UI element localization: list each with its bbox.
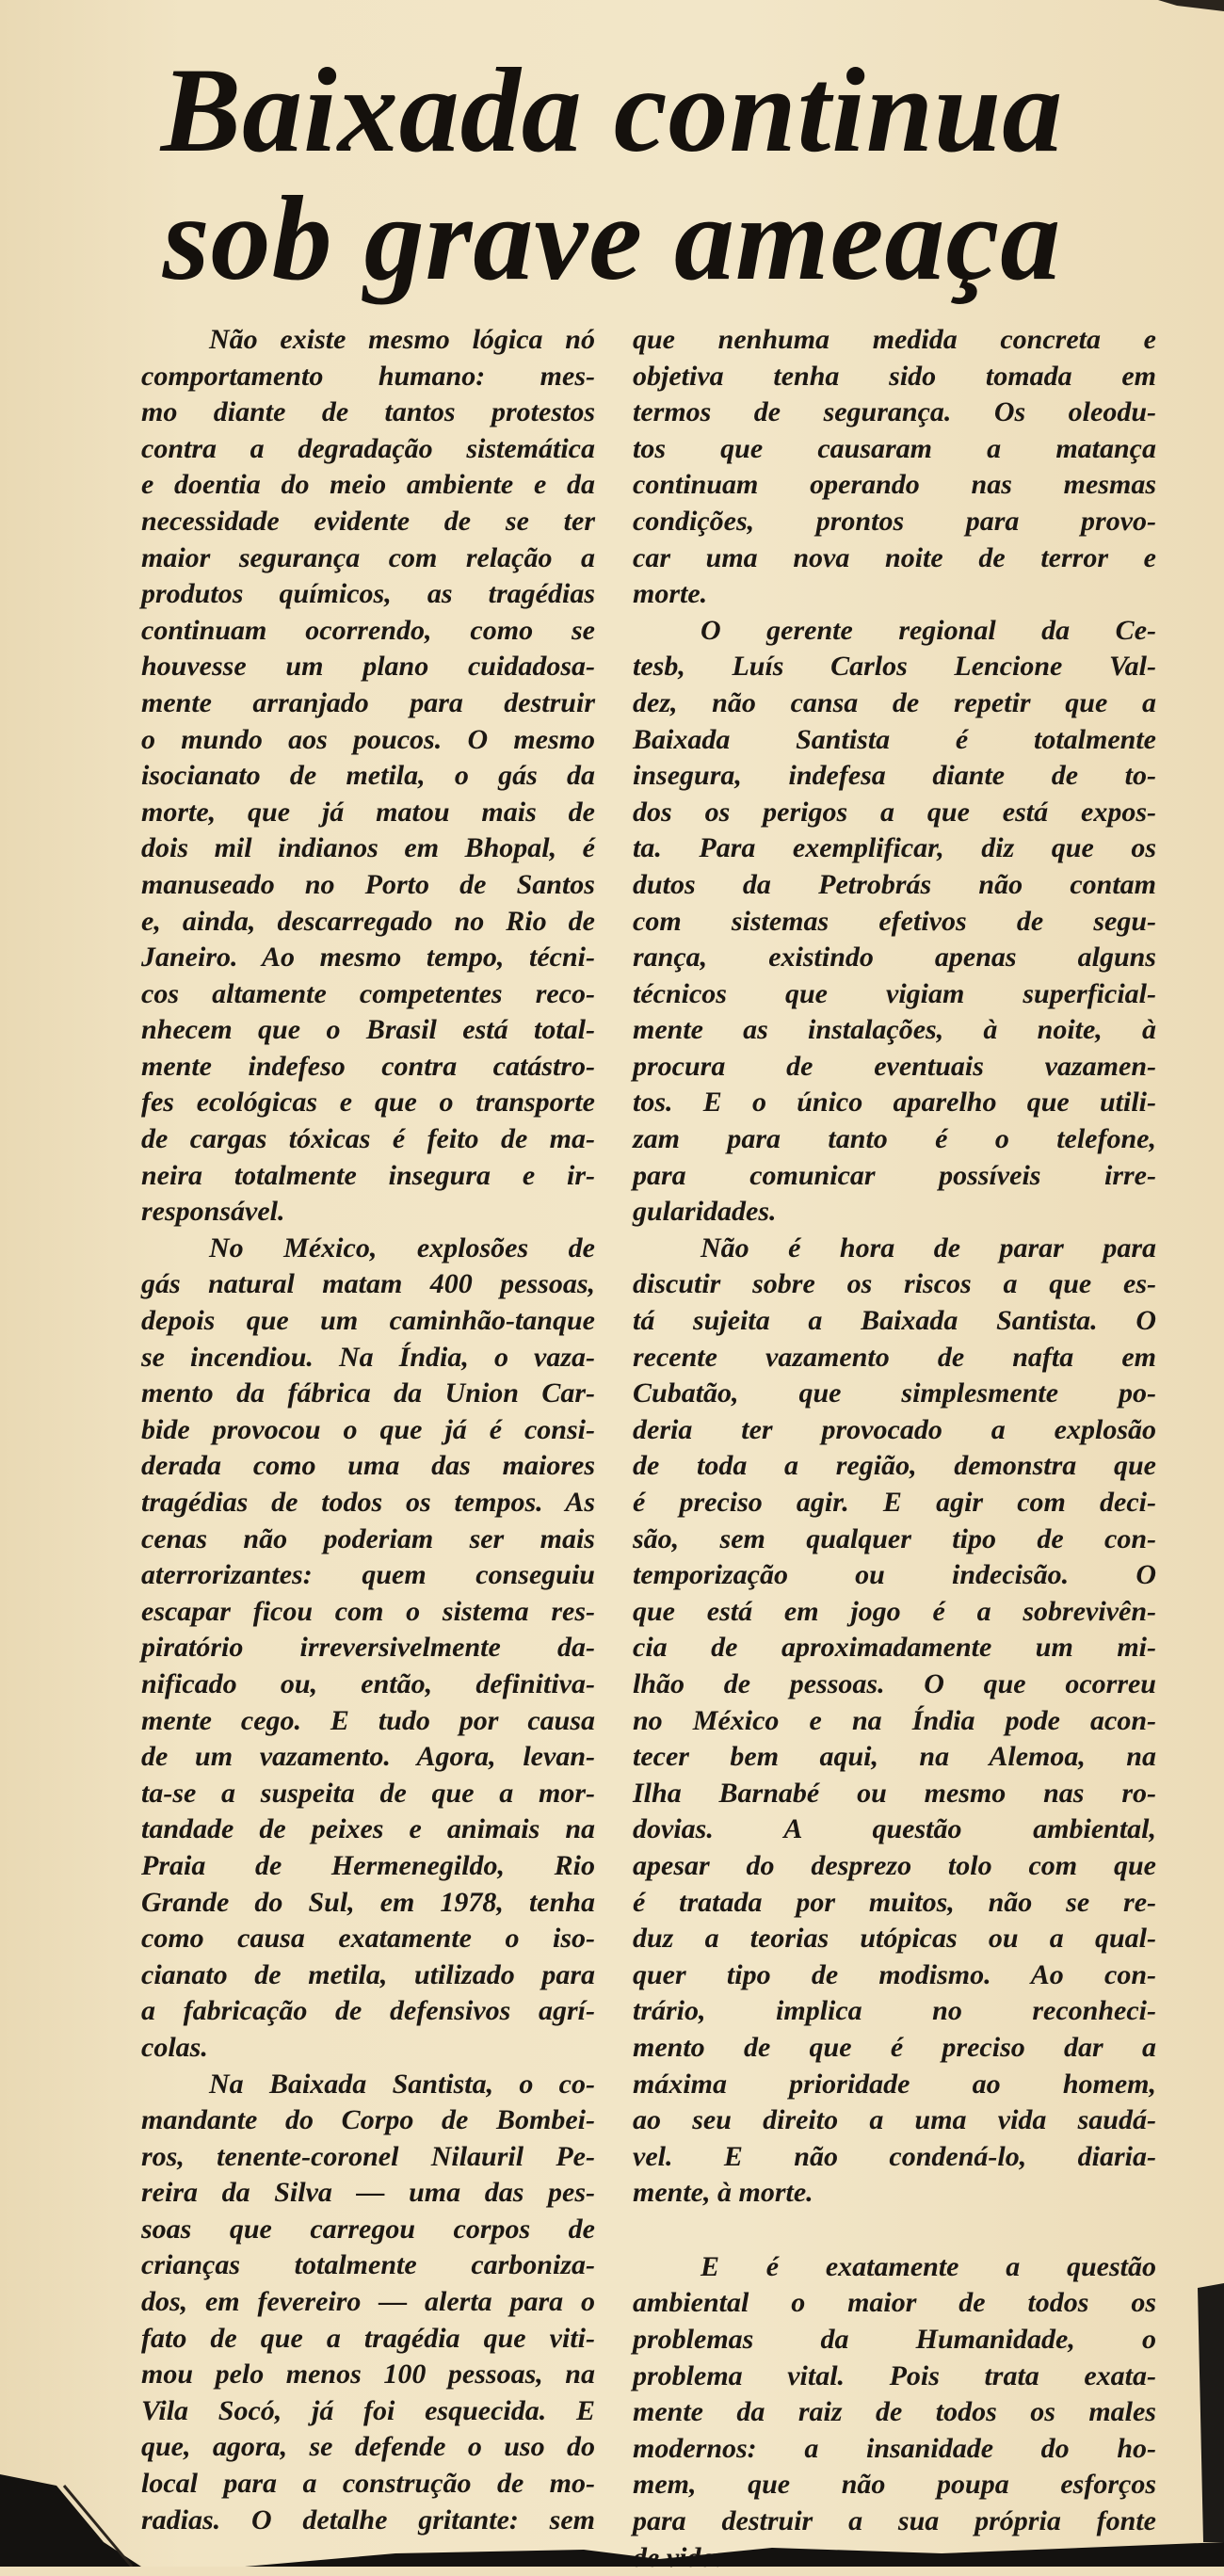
article-text-line: a fabricação de defensivos agrí- [141, 1995, 595, 2027]
article-text-line: maior segurança com relação a [141, 541, 595, 573]
article-text-line: nificado ou, então, definitiva- [141, 1667, 595, 1699]
dark-background-right-edge [1198, 2283, 1224, 2542]
article-text-line: crianças totalmente carboniza- [141, 2249, 595, 2281]
article-text-line: mem, que não poupa esforços [633, 2469, 1156, 2501]
article-text-line: escapar ficou com o sistema res- [141, 1595, 595, 1627]
article-text-line: depois que um caminhão-tanque [141, 1305, 595, 1337]
article-text-line: car uma nova noite de terror e [633, 541, 1156, 573]
article-text-line: tragédias de todos os tempos. As [141, 1487, 595, 1518]
article-text-line: procura de eventuais vazamen- [633, 1050, 1156, 1082]
article-text-line: mo diante de tantos protestos [141, 396, 595, 428]
article-text-line: Não existe mesmo lógica nó [209, 324, 595, 355]
article-text-line: que está em jogo é a sobrevivên- [633, 1595, 1156, 1627]
article-text-line: produtos químicos, as tragédias [141, 578, 595, 610]
article-text-line: apesar do desprezo tolo com que [633, 1849, 1156, 1881]
article-text-line: mente indefeso contra catástro- [141, 1050, 595, 1082]
article-text-line: houvesse um plano cuidadosa- [141, 651, 595, 683]
article-text-line: Na Baixada Santista, o co- [209, 2068, 595, 2100]
article-text-line: dovias. A questão ambiental, [633, 1813, 1156, 1845]
article-text-line: Ilha Barnabé ou mesmo nas ro- [633, 1777, 1156, 1809]
article-text-line: e doentia do meio ambiente e da [141, 469, 595, 501]
article-text-line: colas. [141, 2031, 208, 2063]
article-text-line: dez, não cansa de repetir que a [633, 686, 1156, 718]
article-text-line: tesb, Luís Carlos Lencione Val- [633, 651, 1156, 683]
article-text-line: como causa exatamente o iso- [141, 1923, 595, 1955]
article-text-line: é tratada por muitos, não se re- [633, 1886, 1156, 1918]
article-text-line: neira totalmente insegura e ir- [141, 1159, 595, 1191]
article-text-line: que, agora, se defende o uso do [141, 2431, 595, 2463]
article-text-line: cenas não poderiam ser mais [141, 1522, 595, 1554]
article-text-line: responsável. [141, 1196, 285, 1228]
article-text-line: quer tipo de modismo. Ao con- [633, 1958, 1156, 1990]
article-text-line: ta-se a suspeita de que a mor- [141, 1777, 595, 1809]
article-text-line: mente arranjado para destruir [141, 686, 595, 718]
article-text-line: radias. O detalhe gritante: sem [141, 2504, 595, 2536]
article-text-line: fes ecológicas e que o transporte [141, 1087, 595, 1119]
article-text-line: isocianato de metila, o gás da [141, 760, 595, 792]
article-text-line: derada como uma das maiores [141, 1450, 595, 1482]
article-text-line: cianato de metila, utilizado para [141, 1958, 595, 1990]
article-text-line: mou pelo menos 100 pessoas, na [141, 2359, 595, 2391]
article-text-line: insegura, indefesa diante de to- [633, 760, 1156, 792]
article-text-line: recente vazamento de nafta em [633, 1341, 1156, 1373]
article-text-line: de um vazamento. Agora, levan- [141, 1741, 595, 1773]
article-text-line: no México e na Índia pode acon- [633, 1704, 1156, 1736]
article-text-line: técnicos que vigiam superficial- [633, 977, 1156, 1009]
article-text-line: zam para tanto é o telefone, [633, 1123, 1156, 1155]
article-text-line: trário, implica no reconheci- [633, 1995, 1156, 2027]
article-text-line: mento de que é preciso dar a [633, 2031, 1156, 2063]
article-text-line: contra a degradação sistemática [141, 432, 595, 464]
article-text-line: mente da raiz de todos os males [633, 2396, 1156, 2428]
article-text-line: lhão de pessoas. O que ocorreu [633, 1667, 1156, 1699]
article-text-line: máxima prioridade ao homem, [633, 2068, 1156, 2100]
article-text-line: o mundo aos poucos. O mesmo [141, 723, 595, 755]
article-text-line: ao seu direito a uma vida saudá- [633, 2104, 1156, 2136]
article-text-line: continuam ocorrendo, como se [141, 614, 595, 646]
article-text-line: ros, tenente-coronel Nilauril Pe- [141, 2140, 595, 2172]
article-text-line: rança, existindo apenas alguns [633, 942, 1156, 974]
article-text-line: nhecem que o Brasil está total- [141, 1014, 595, 1046]
article-text-line: Janeiro. Ao mesmo tempo, técni- [141, 942, 595, 974]
headline-line-2: sob grave ameaça [162, 171, 1062, 305]
article-text-line: piratório irreversivelmente da- [141, 1632, 595, 1664]
article-text-line: E é exatamente a questão [701, 2250, 1156, 2282]
article-text-line: tecer bem aqui, na Alemoa, na [633, 1741, 1156, 1773]
article-text-line: de cargas tóxicas é feito de ma- [141, 1123, 595, 1155]
article-text-line: ambiental o maior de todos os [633, 2287, 1156, 2319]
article-text-line: duz a teorias utópicas ou a qual- [633, 1923, 1156, 1955]
article-text-line: morte. [633, 578, 708, 610]
article-text-line: Não é hora de parar para [701, 1232, 1156, 1264]
article-text-line: Baixada Santista é totalmente [633, 723, 1156, 755]
article-text-line: mente, à morte. [633, 2177, 813, 2209]
article-text-line: discutir sobre os riscos a que es- [633, 1268, 1156, 1300]
article-text-line: vel. E não condená-lo, diaria- [633, 2140, 1156, 2172]
article-text-line: gularidades. [633, 1196, 777, 1228]
article-text-line: que nenhuma medida concreta e [633, 324, 1156, 355]
article-text-line: dos os perigos a que está expos- [633, 796, 1156, 828]
article-text-line: aterrorizantes: quem conseguiu [141, 1559, 595, 1591]
article-text-line: cia de aproximadamente um mi- [633, 1632, 1156, 1664]
article-text-line: comportamento humano: mes- [141, 360, 595, 392]
article-text-line: reira da Silva — uma das pes- [141, 2177, 595, 2209]
article-text-line: são, sem qualquer tipo de con- [633, 1522, 1156, 1554]
article-text-line: dois mil indianos em Bhopal, é [141, 832, 595, 864]
headline-line-1: Baixada continua [160, 43, 1064, 177]
article-text-line: gás natural matam 400 pessoas, [141, 1268, 595, 1300]
article-text-line: e, ainda, descarregado no Rio de [141, 905, 595, 937]
article-text-line: Grande do Sul, em 1978, tenha [141, 1886, 595, 1918]
article-text-line: No México, explosões de [209, 1232, 595, 1264]
article-text-line: mento da fábrica da Union Car- [141, 1377, 595, 1409]
article-text-line: O gerente regional da Ce- [701, 614, 1156, 646]
article-text-line: local para a construção de mo- [141, 2468, 595, 2500]
article-text-line: para comunicar possíveis irre- [633, 1159, 1156, 1191]
article-text-line: tandade de peixes e animais na [141, 1813, 595, 1845]
article-text-line: continuam operando nas mesmas [633, 469, 1156, 501]
article-text-line: dutos da Petrobrás não contam [633, 868, 1156, 900]
article-text-line: modernos: a insanidade do ho- [633, 2432, 1156, 2464]
article-text-line: problema vital. Pois trata exata- [633, 2359, 1156, 2391]
article-text-line: se incendiou. Na Índia, o vaza- [141, 1341, 595, 1373]
article-text-line: dos, em fevereiro — alerta para o [141, 2286, 595, 2318]
article-text-line: cos altamente competentes reco- [141, 977, 595, 1009]
article-text-line: deria ter provocado a explosão [633, 1413, 1156, 1445]
article-text-line: soas que carregou corpos de [141, 2213, 595, 2245]
article-text-line: fato de que a tragédia que viti- [141, 2322, 595, 2354]
article-text-line: Praia de Hermenegildo, Rio [141, 1849, 595, 1881]
article-text-line: objetiva tenha sido tomada em [633, 360, 1156, 392]
article-text-line: problemas da Humanidade, o [633, 2324, 1156, 2356]
article-text-line: Cubatão, que simplesmente po- [633, 1377, 1156, 1409]
article-text-line: tos. E o único aparelho que utili- [633, 1087, 1156, 1119]
article-text-line: bide provocou o que já é consi- [141, 1413, 595, 1445]
article-text-line: termos de segurança. Os oleodu- [633, 396, 1156, 428]
dark-background-bottom [245, 2542, 1224, 2567]
article-text-line: Vila Socó, já foi esquecida. E [141, 2394, 595, 2426]
article-text-line: temporização ou indecisão. O [633, 1559, 1156, 1591]
article-text-line: com sistemas efetivos de segu- [633, 905, 1156, 937]
article-text-line: para destruir a sua própria fonte [633, 2505, 1156, 2537]
article-text-line: morte, que já matou mais de [141, 796, 595, 828]
article-text-line: necessidade evidente de se ter [141, 505, 595, 537]
article-text-line: de toda a região, demonstra que [633, 1450, 1156, 1482]
article-text-line: ta. Para exemplificar, diz que os [633, 832, 1156, 864]
article-text-line: tá sujeita a Baixada Santista. O [633, 1305, 1156, 1337]
article-text-line: mente as instalações, à noite, à [633, 1014, 1156, 1046]
dark-corner-top-right [1158, 0, 1224, 11]
article-text-line: mandante do Corpo de Bombei- [141, 2104, 595, 2136]
article-text-line: é preciso agir. E agir com deci- [633, 1487, 1156, 1518]
article-text-line: manuseado no Porto de Santos [141, 868, 595, 900]
article-text-line: mente cego. E tudo por causa [141, 1704, 595, 1736]
article-text-line: condições, prontos para provo- [633, 505, 1156, 537]
article-text-line: tos que causaram a matança [633, 432, 1156, 464]
